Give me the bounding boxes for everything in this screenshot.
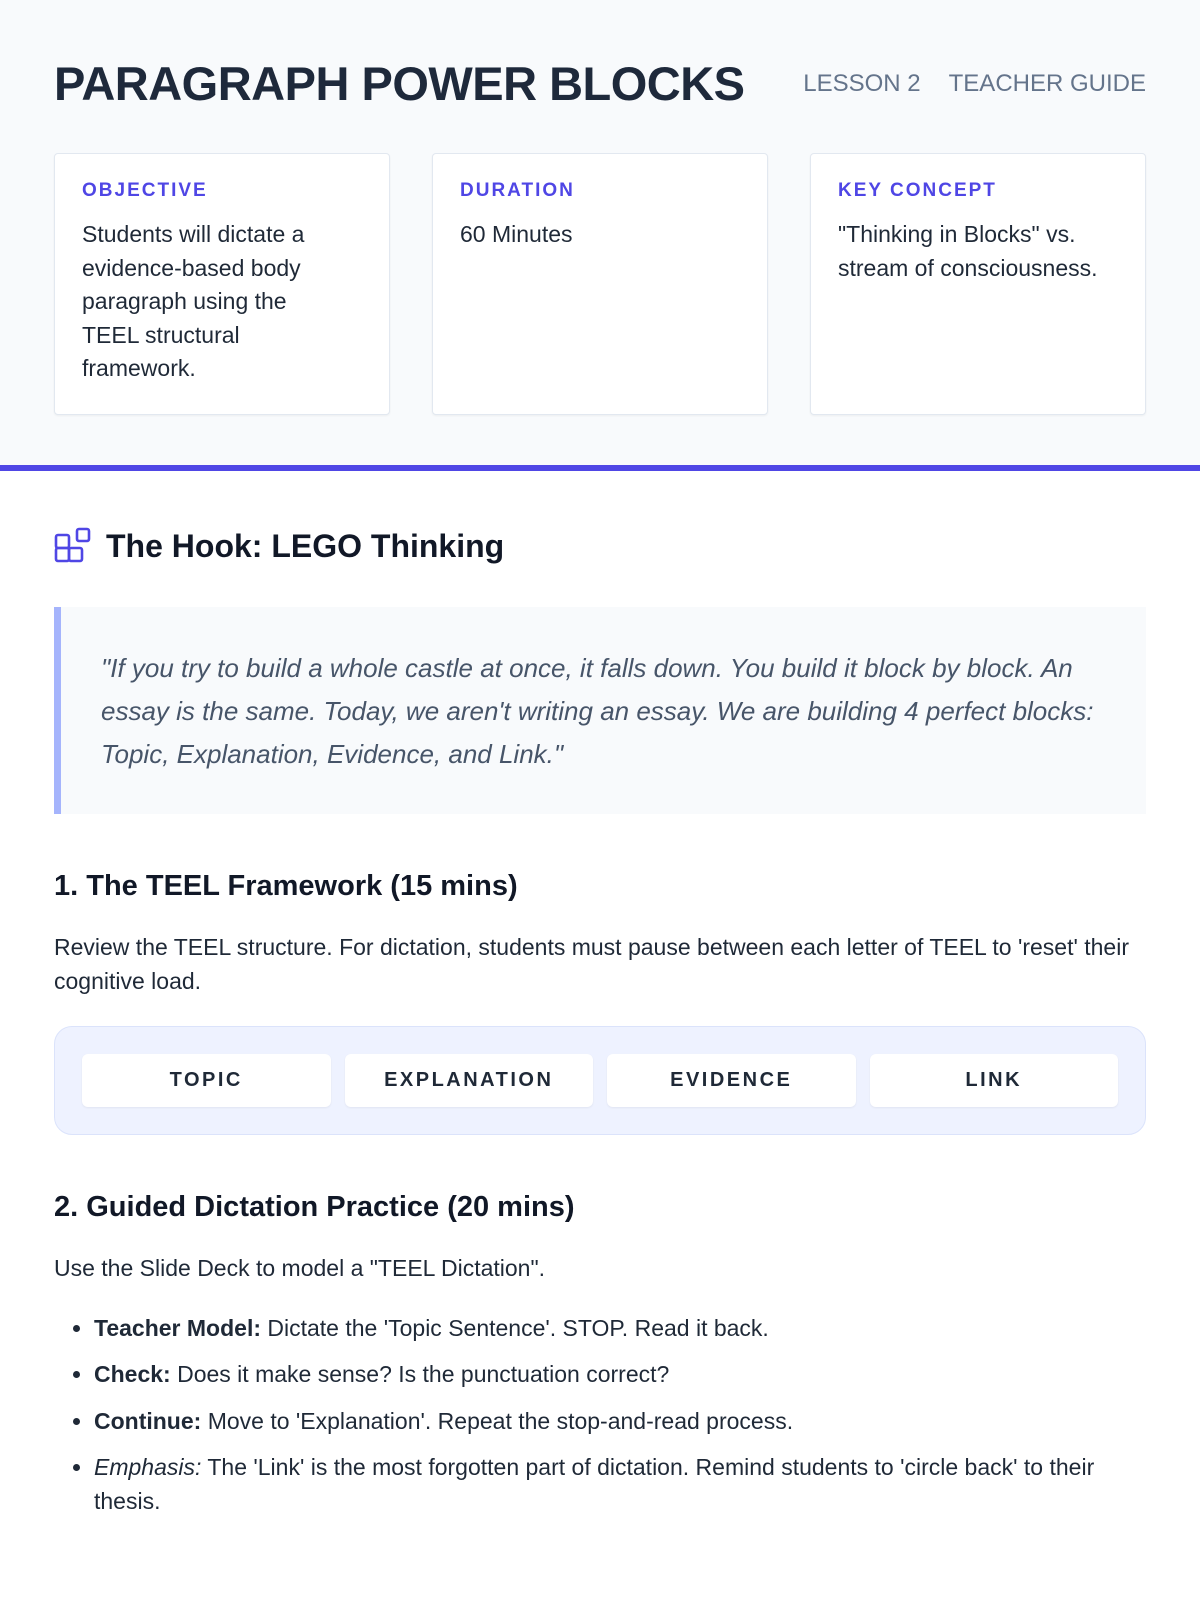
duration-card [432,153,768,415]
card-label: KEY CONCEPT [838,180,997,201]
blocks-icon [54,527,92,565]
card-label: OBJECTIVE [82,180,208,201]
teel-block-explanation: EXPLANATION [345,1054,594,1107]
list-item [94,1312,1146,1346]
step-text: The 'Link' is the most forgotten part of dictation. Remind students to 'circle back' to their thesis. [94,1454,1095,1514]
hook-quote: "If you try to build a whole castle at once, it falls down. You build it block by block. An essay is the same. Today, we aren't writing an essay. We are building 4 perfect blocks: Topic, Explanation, Evidence, and Link." [54,607,1146,814]
step-text: Does it make sense? Is the punctuation correct? [170,1361,670,1387]
page-title: PARAGRAPH POWER BLOCKS [54,57,745,110]
guide-type: TEACHER GUIDE [948,69,1146,97]
lesson-meta [803,70,1146,98]
list-item [94,1451,1146,1518]
step-lead: Continue: [94,1407,202,1434]
step-text: Move to 'Explanation'. Repeat the stop-and-read process. [201,1407,794,1434]
card-text: 60 Minutes [460,221,573,247]
objective-card [54,153,390,415]
teel-block-topic: TOPIC [82,1054,331,1107]
lesson-header [0,0,1200,471]
teel-blocks [54,1026,1146,1135]
card-text: Students will dictate a evidence-based body paragraph using the TEEL structural framework. [82,221,305,381]
hook-heading [54,527,1146,565]
dictation-steps [54,1312,1146,1519]
card-label: DURATION [460,180,575,201]
list-item [94,1405,1146,1439]
step-lead: Teacher Model: [94,1314,261,1341]
lesson-number: LESSON 2 [803,69,921,97]
section-text: Review the TEEL structure. For dictation, students must pause between each letter of TEEL to 'reset' their cognitive load. [54,934,1129,994]
section-title-teel: 1. The TEEL Framework (15 mins) [54,870,518,902]
title-row [54,0,1146,111]
section-text: Use the Slide Deck to model a "TEEL Dictation". [54,1255,546,1281]
card-text: "Thinking in Blocks" vs. stream of consciousness. [838,221,1098,281]
step-lead: Check: [94,1361,171,1387]
info-cards [54,153,1146,415]
list-item [94,1358,1146,1392]
step-text: Dictate the 'Topic Sentence'. STOP. Read it back. [261,1314,769,1341]
key-concept-card [810,153,1146,415]
hook-title: The Hook: LEGO Thinking [106,527,505,564]
step-lead: Emphasis: [94,1454,202,1480]
section-title-dictation: 2. Guided Dictation Practice (20 mins) [54,1191,575,1223]
teel-block-link: LINK [870,1054,1119,1107]
teel-block-evidence: EVIDENCE [607,1054,856,1107]
lesson-content [0,527,1200,1518]
